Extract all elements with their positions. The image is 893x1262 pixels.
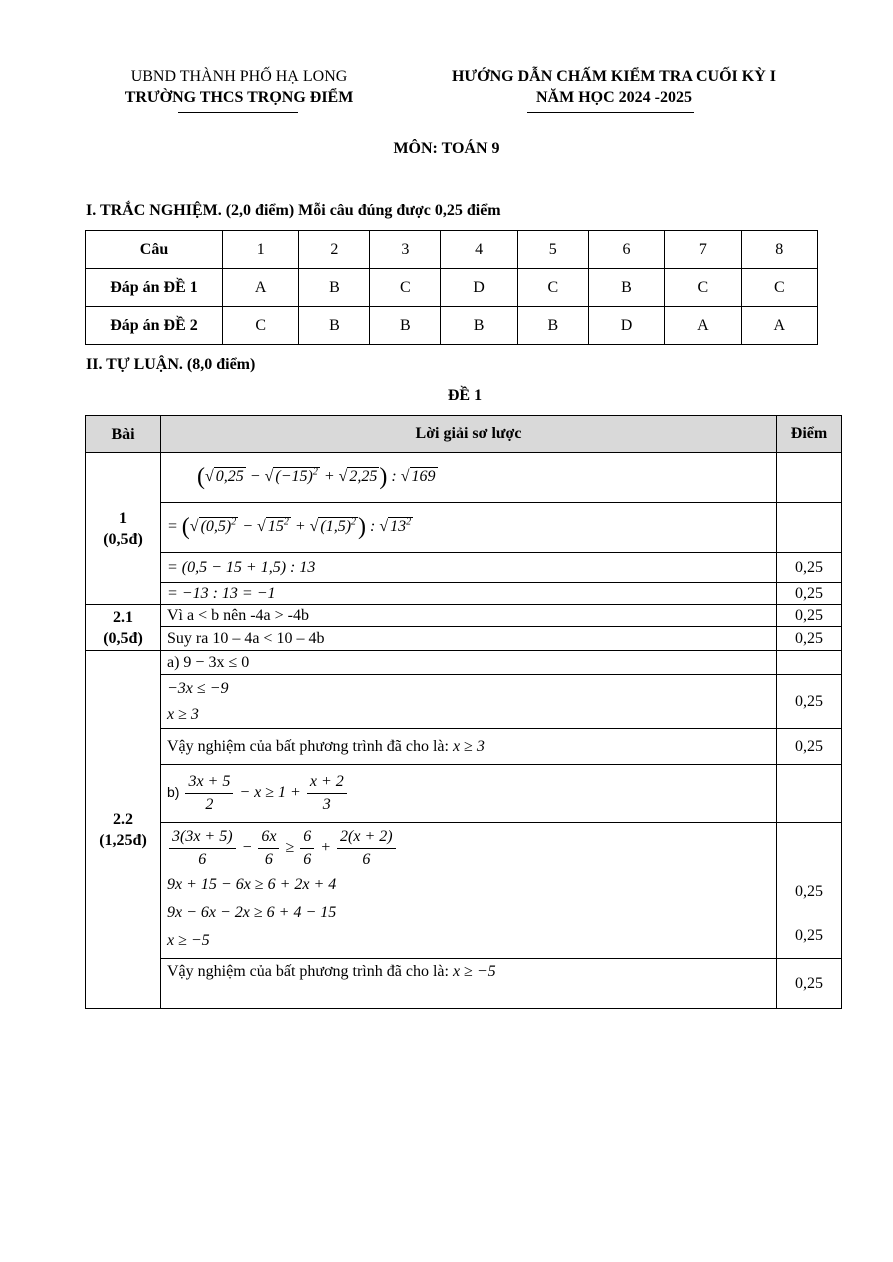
score-cell: 0,25 [777, 627, 842, 651]
score-cell [777, 651, 842, 675]
score-cell: 0,25 [777, 605, 842, 627]
question-number: 1 [223, 231, 299, 269]
problem-number: 1 [119, 509, 127, 527]
answer-cell: C [741, 269, 817, 307]
table-row [86, 675, 842, 729]
col-bai: Bài [86, 416, 161, 453]
score-cell [777, 823, 842, 959]
question-number: 8 [741, 231, 817, 269]
section-2-title: II. TỰ LUẬN. (8,0 điểm) [86, 356, 256, 373]
document-header [404, 66, 824, 108]
question-number: 3 [370, 231, 441, 269]
problem-number: 2.1 [113, 608, 133, 626]
answer-cell: D [441, 269, 517, 307]
math-expression: $\frac{3(3x + 5)}{6}$ − $\frac{6x}{6}$ ≥ $\frac{6}{6}$ + $\frac{2(x + 2)}{6}$ 9x + 15 − 6x ≥ 6 + 2x + 4 9x − 6x − 2x ≥ 6 + 4 − 15 x ≥ −5 [161, 823, 777, 959]
math-expression: b) $\frac{3x + 5}{2}$ − x ≥ 1 + $\frac{x + 2}{3}$ [161, 765, 777, 823]
conclusion-math: x ≥ 3 [452, 737, 485, 755]
problem-number: 2.2 [113, 810, 133, 828]
score-cell: 0,25 [777, 729, 842, 765]
answer-cell: C [370, 269, 441, 307]
col-solution: Lời giải sơ lược [161, 416, 777, 453]
answer-cell: B [517, 307, 588, 345]
table-row [86, 503, 842, 553]
score-cell [777, 503, 842, 553]
problem-label [86, 651, 161, 1009]
math-line: x ≥ 3 [167, 705, 199, 723]
score-cell [777, 453, 842, 503]
conclusion-text: Vậy nghiệm của bất phương trình đã cho là: [167, 963, 449, 980]
problem-points: (0,5đ) [103, 629, 143, 647]
answer-cell: B [441, 307, 517, 345]
row-label: Đáp án ĐỀ 2 [86, 307, 223, 345]
table-row [86, 583, 842, 605]
table-row [86, 959, 842, 1009]
solution-text: a) 9 − 3x ≤ 0 [161, 651, 777, 675]
score-value: 0,25 [795, 883, 823, 900]
part-label: b) [167, 784, 180, 801]
answer-cell: A [741, 307, 817, 345]
question-number: 6 [588, 231, 664, 269]
math-line: 9x + 15 − 6x ≥ 6 + 2x + 4 [167, 876, 337, 893]
math-expression: = (√ $(0,5)^2$ − √ $15^2$ + √ $(1,5)^2$) : √ $13^2$ [161, 503, 777, 553]
math-expression [161, 675, 777, 729]
question-number: 7 [665, 231, 741, 269]
question-number: 2 [299, 231, 370, 269]
math-line: 9x − 6x − 2x ≥ 6 + 4 − 15 [167, 904, 337, 921]
math-line: x ≥ −5 [167, 932, 210, 949]
school-name: TRƯỜNG THCS TRỌNG ĐIỂM [124, 89, 354, 106]
score-cell: 0,25 [777, 583, 842, 605]
answer-cell: B [370, 307, 441, 345]
col-score: Điểm [777, 416, 842, 453]
question-number: 4 [441, 231, 517, 269]
school-underline [178, 112, 298, 113]
answer-cell: A [223, 269, 299, 307]
multiple-choice-table [85, 230, 818, 345]
table-row [86, 823, 842, 959]
score-cell: 0,25 [777, 675, 842, 729]
answer-cell: C [665, 269, 741, 307]
problem-label [86, 605, 161, 651]
table-header [86, 416, 842, 453]
answer-cell: B [299, 269, 370, 307]
section-1-title: I. TRẮC NGHIỆM. (2,0 điểm) Mỗi câu đúng được 0,25 điểm [86, 202, 501, 219]
problem-label [86, 453, 161, 605]
conclusion-text: Vậy nghiệm của bất phương trình đã cho là: [167, 737, 449, 755]
table-row [86, 453, 842, 503]
score-cell: 0,25 [777, 959, 842, 1009]
solution-text: Suy ra 10 – 4a < 10 – 4b [161, 627, 777, 651]
math-expression: (√ 0,25 − √ $(-15)^2$ + √ 2,25) : √ 169 [161, 453, 777, 503]
row-label: Đáp án ĐỀ 1 [86, 269, 223, 307]
table-row [86, 651, 842, 675]
math-expression: = (0,5 − 15 + 1,5) : 13 [161, 553, 777, 583]
solution-text: Vì a < b nên -4a > -4b [161, 605, 777, 627]
math-expression: = −13 : 13 = −1 [161, 583, 777, 605]
subject-title: MÔN: TOÁN 9 [393, 140, 500, 157]
answer-cell: A [665, 307, 741, 345]
question-number: 5 [517, 231, 588, 269]
solution-text [161, 729, 777, 765]
problem-points: (1,25đ) [99, 831, 147, 849]
year-underline [527, 112, 694, 113]
school-header [84, 66, 394, 108]
table-row [86, 729, 842, 765]
answer-row-de1 [86, 269, 818, 307]
answer-cell: B [299, 307, 370, 345]
conclusion-math: x ≥ −5 [452, 963, 496, 980]
score-value: 0,25 [795, 927, 823, 944]
question-row [86, 231, 818, 269]
solution-table [85, 415, 842, 1009]
table-row [86, 605, 842, 627]
document-title: HƯỚNG DẪN CHẤM KIỂM TRA CUỐI KỲ I [451, 68, 776, 85]
school-year: NĂM HỌC 2024 -2025 [536, 89, 692, 106]
answer-cell: D [588, 307, 664, 345]
solution-text [161, 959, 777, 1009]
score-cell [777, 765, 842, 823]
answer-cell: B [588, 269, 664, 307]
district-name: UBND THÀNH PHỐ HẠ LONG [130, 68, 348, 85]
math-line: −3x ≤ −9 [167, 679, 229, 697]
table-row [86, 553, 842, 583]
table-row [86, 765, 842, 823]
exam-version-title: ĐỀ 1 [447, 387, 483, 404]
answer-row-de2 [86, 307, 818, 345]
table-row [86, 627, 842, 651]
row-label: Câu [86, 231, 223, 269]
problem-points: (0,5đ) [103, 530, 143, 548]
answer-cell: C [517, 269, 588, 307]
score-cell: 0,25 [777, 553, 842, 583]
answer-cell: C [223, 307, 299, 345]
